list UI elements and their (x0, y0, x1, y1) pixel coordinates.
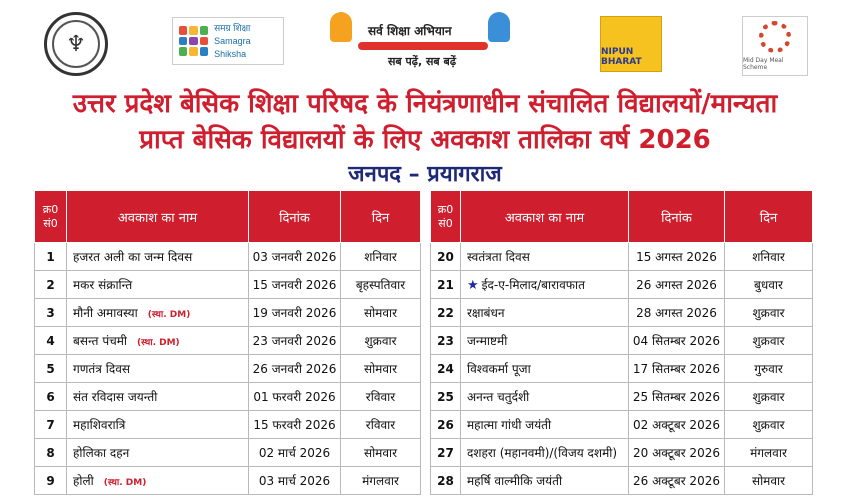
row-holiday-name (67, 355, 249, 383)
header-holiday-name: अवकाश का नाम (461, 191, 629, 243)
row-serial: 1 (35, 243, 67, 271)
child-reading-icon (330, 12, 352, 42)
row-holiday-name (67, 299, 249, 327)
row-serial: 22 (431, 299, 461, 327)
header-serial: क्र0 सं0 (431, 191, 461, 243)
emblem-icon: ♆ (52, 20, 100, 68)
row-serial: 2 (35, 271, 67, 299)
local-dm-tag: (स्था. DM) (103, 478, 147, 488)
table-row (35, 439, 421, 467)
sarv-shiksha-abhiyan-logo (328, 8, 514, 70)
row-serial: 9 (35, 467, 67, 495)
row-date: 03 मार्च 2026 (249, 467, 341, 495)
pencil-icon (358, 42, 488, 50)
row-date: 01 फरवरी 2026 (249, 383, 341, 411)
row-holiday-name (461, 327, 629, 355)
samagra-hindi-text: समग्र शिक्षा (214, 22, 251, 33)
holiday-name-text: ईद-ए-मिलाद/बारावफात (481, 278, 586, 292)
row-serial: 28 (431, 467, 461, 495)
header-holiday-name: अवकाश का नाम (67, 191, 249, 243)
samagra-english-text: Samagra Shiksha (214, 35, 251, 59)
holiday-name-text: महाशिवरात्रि (73, 418, 126, 432)
table-row (431, 327, 813, 355)
row-date: 15 फरवरी 2026 (249, 411, 341, 439)
row-date: 15 अगस्त 2026 (629, 243, 725, 271)
row-date: 15 जनवरी 2026 (249, 271, 341, 299)
table-header-row (431, 191, 813, 243)
nipun-text: NIPUN BHARAT (601, 47, 642, 67)
row-day: शुक्रवार (725, 299, 813, 327)
holiday-name-text: महात्मा गांधी जयंती (467, 418, 552, 432)
row-holiday-name (461, 299, 629, 327)
row-serial: 25 (431, 383, 461, 411)
row-date: 20 अक्टूबर 2026 (629, 439, 725, 467)
holiday-name-text: स्वतंत्रता दिवस (467, 250, 530, 264)
holiday-name-text: गणतंत्र दिवस (73, 362, 130, 376)
header-day: दिन (341, 191, 421, 243)
table-row (431, 243, 813, 271)
nipun-bharat-logo (600, 16, 662, 72)
header-serial: क्र0 सं0 (35, 191, 67, 243)
sarv-title-text: सर्व शिक्षा अभियान (368, 24, 452, 38)
row-serial: 26 (431, 411, 461, 439)
row-holiday-name (461, 271, 629, 299)
holiday-table-right (430, 190, 813, 495)
row-day: सोमवार (341, 299, 421, 327)
row-date: 26 अक्टूबर 2026 (629, 467, 725, 495)
table-row (35, 271, 421, 299)
row-holiday-name (67, 467, 249, 495)
row-date: 04 सितम्बर 2026 (629, 327, 725, 355)
row-holiday-name (67, 383, 249, 411)
row-date: 26 जनवरी 2026 (249, 355, 341, 383)
table-row (35, 243, 421, 271)
row-day: सोमवार (341, 439, 421, 467)
row-holiday-name (67, 243, 249, 271)
row-serial: 24 (431, 355, 461, 383)
table-row (35, 467, 421, 495)
row-day: मंगलवार (725, 439, 813, 467)
table-row (431, 383, 813, 411)
row-holiday-name (67, 411, 249, 439)
mdm-ring-icon (759, 21, 791, 53)
holiday-name-text: मकर संक्रान्ति (73, 278, 133, 292)
row-date: 02 अक्टूबर 2026 (629, 411, 725, 439)
child-sitting-icon (488, 12, 510, 42)
table-row (431, 411, 813, 439)
row-serial: 4 (35, 327, 67, 355)
star-icon: ★ (467, 278, 479, 293)
row-serial: 3 (35, 299, 67, 327)
row-day: गुरुवार (725, 355, 813, 383)
row-day: मंगलवार (341, 467, 421, 495)
local-dm-tag: (स्था. DM) (147, 310, 191, 320)
row-date: 26 अगस्त 2026 (629, 271, 725, 299)
row-serial: 6 (35, 383, 67, 411)
row-date: 17 सितम्बर 2026 (629, 355, 725, 383)
local-dm-tag: (स्था. DM) (137, 338, 180, 348)
row-holiday-name (67, 327, 249, 355)
holiday-name-text: होली (73, 474, 94, 488)
table-header-row (35, 191, 421, 243)
page-title-line-1: उत्तर प्रदेश बेसिक शिक्षा परिषद के नियंत्रणाधीन संचालित विद्यालयों/मान्यता (72, 89, 778, 119)
row-day: बुधवार (725, 271, 813, 299)
holiday-name-text: हजरत अली का जन्म दिवस (73, 250, 193, 264)
row-serial: 20 (431, 243, 461, 271)
row-date: 03 जनवरी 2026 (249, 243, 341, 271)
row-day: शनिवार (725, 243, 813, 271)
up-government-emblem (44, 12, 108, 76)
row-holiday-name (67, 271, 249, 299)
table-row (35, 299, 421, 327)
holiday-name-text: संत रविदास जयन्ती (73, 390, 158, 404)
row-date: 02 मार्च 2026 (249, 439, 341, 467)
row-serial: 8 (35, 439, 67, 467)
logo-row (0, 0, 850, 80)
mid-day-meal-logo (742, 16, 808, 76)
table-row (431, 271, 813, 299)
row-date: 25 सितम्बर 2026 (629, 383, 725, 411)
row-serial: 23 (431, 327, 461, 355)
row-holiday-name (67, 439, 249, 467)
row-day: रविवार (341, 383, 421, 411)
row-day: रविवार (341, 411, 421, 439)
row-serial: 7 (35, 411, 67, 439)
row-holiday-name (461, 411, 629, 439)
row-holiday-name (461, 467, 629, 495)
row-date: 19 जनवरी 2026 (249, 299, 341, 327)
samagra-mark-icon (179, 26, 208, 56)
header-date: दिनांक (629, 191, 725, 243)
holiday-name-text: रक्षाबंधन (467, 306, 505, 320)
holiday-table-left (34, 190, 421, 495)
row-serial: 5 (35, 355, 67, 383)
row-holiday-name (461, 243, 629, 271)
district-heading: जनपद – प्रयागराज (348, 162, 502, 187)
row-day: शुक्रवार (725, 411, 813, 439)
row-serial: 21 (431, 271, 461, 299)
table-row (35, 327, 421, 355)
row-day: शुक्रवार (725, 327, 813, 355)
table-row (35, 355, 421, 383)
row-holiday-name (461, 355, 629, 383)
sarv-tagline-text: सब पढ़ें, सब बढ़ें (388, 55, 457, 68)
table-row (431, 299, 813, 327)
row-serial: 27 (431, 439, 461, 467)
table-row (431, 439, 813, 467)
holiday-name-text: महर्षि वाल्मीकि जयंती (467, 474, 563, 488)
row-date: 23 जनवरी 2026 (249, 327, 341, 355)
holiday-name-text: बसन्त पंचमी (73, 334, 128, 348)
page-title-line-2: प्राप्त बेसिक विद्यालयों के लिए अवकाश तालिका वर्ष 2026 (139, 125, 711, 155)
row-date: 28 अगस्त 2026 (629, 299, 725, 327)
holiday-name-text: मौनी अमावस्या (73, 306, 138, 320)
row-day: शनिवार (341, 243, 421, 271)
row-day: सोमवार (725, 467, 813, 495)
header-date: दिनांक (249, 191, 341, 243)
holiday-name-text: दशहरा (महानवमी)/(विजय दशमी) (467, 446, 618, 460)
table-row (431, 355, 813, 383)
row-holiday-name (461, 383, 629, 411)
mdm-text: Mid Day Meal Scheme (743, 57, 784, 71)
table-row (35, 411, 421, 439)
table-row (35, 383, 421, 411)
row-day: शुक्रवार (725, 383, 813, 411)
samagra-shiksha-logo (172, 17, 284, 65)
holiday-name-text: विश्वकर्मा पूजा (467, 362, 531, 376)
holiday-name-text: जन्माष्टमी (467, 334, 508, 348)
row-day: बृहस्पतिवार (341, 271, 421, 299)
header-day: दिन (725, 191, 813, 243)
row-holiday-name (461, 439, 629, 467)
table-row (431, 467, 813, 495)
row-day: सोमवार (341, 355, 421, 383)
row-day: शुक्रवार (341, 327, 421, 355)
holiday-name-text: होलिका दहन (73, 446, 130, 460)
holiday-name-text: अनन्त चतुर्दशी (467, 390, 530, 404)
